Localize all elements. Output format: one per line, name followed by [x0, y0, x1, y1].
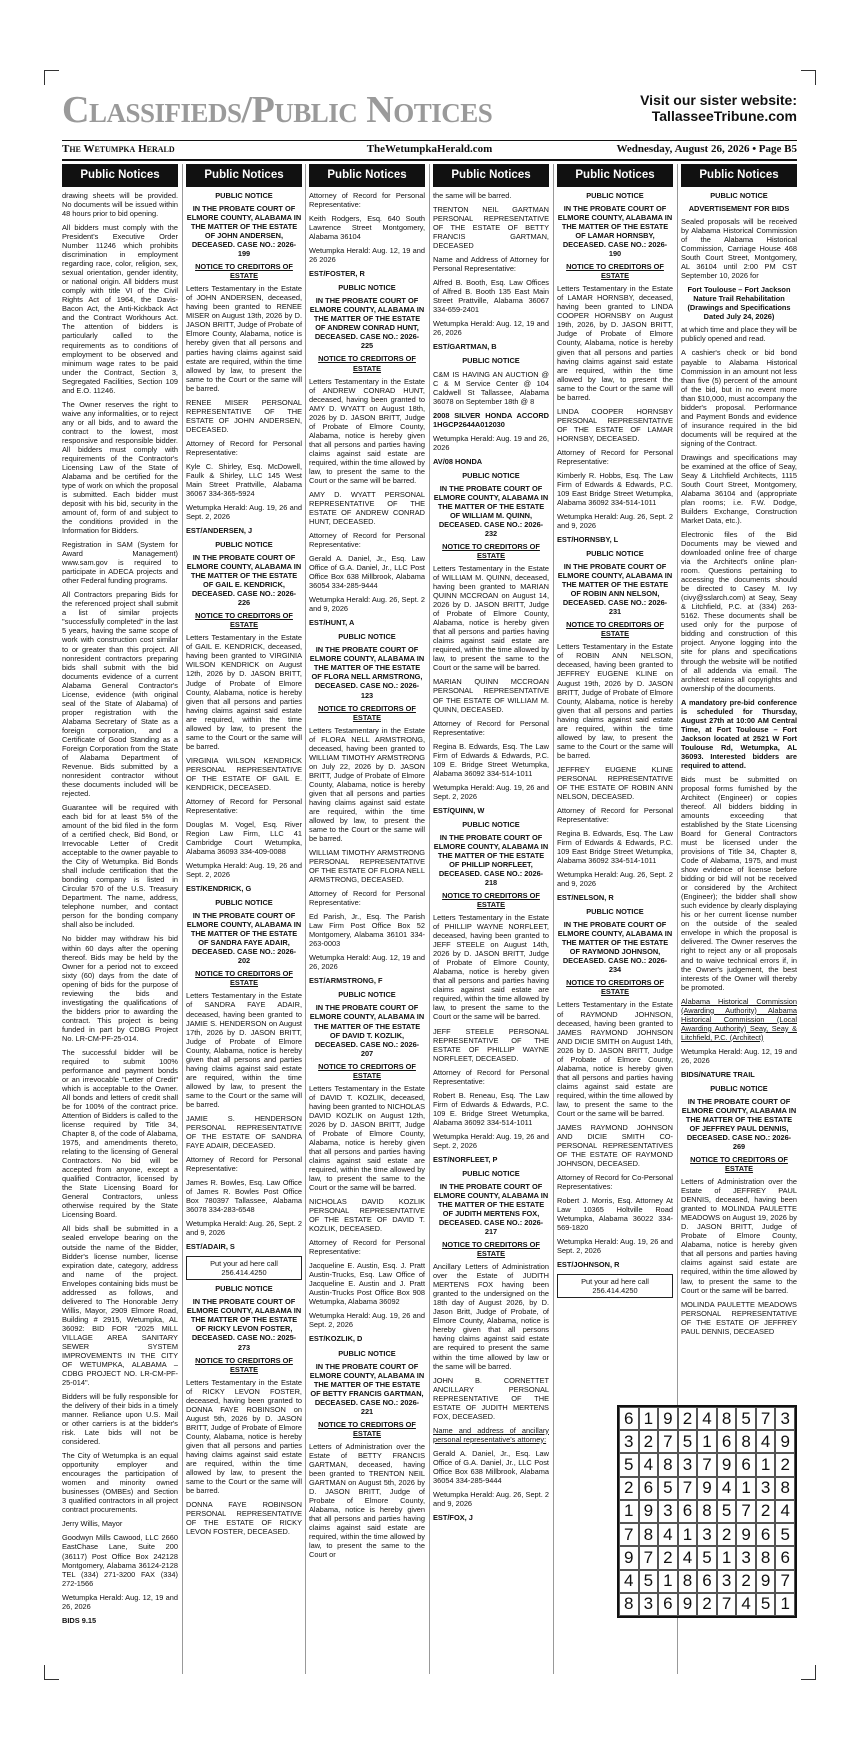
sudoku-cell: 4 — [697, 1407, 717, 1430]
representative: AMY D. WYATT PERSONAL REPRESENTATIVE OF THE ESTATE OF ANDREW CONRAD HUNT, DECEASED. — [309, 489, 425, 527]
notice-text: The successful bidder will be required to submit 100% performance and payment bonds or an irrevocable "Letter of Credit" which is acceptable to the Owner. All bonds and letters of credit shall be for 100% of the contract price. Attention of Bidders is called to the license required by Title 34, Chapter 8, of the code of Alabama, 1975, and amendments thereto, relating to the licensing of General Contractors. No bid will be accepted from anyone, except a qualified Contractor, licensed by the State Licensing Board for General Contractors, unless otherwise required by the State Licensing Board. — [62, 1047, 178, 1220]
publication-dates: Wetumpka Herald: Aug. 12, 19 and 26, 2026 — [62, 1592, 178, 1611]
sudoku-cell: 2 — [717, 1523, 737, 1546]
sudoku-cell: 3 — [619, 1430, 639, 1453]
notice-text: Letters Testamentary in the Estate of DAVID T. KOZLIK, deceased, having been granted to NICHOLAS DAVID KOZLIK on August 12th, 2026 by D. JASON BRITT, Judge of Probate of Elmore County, Alabama, notice is hereby given that all persons and parties having claims against said estate are required, within the time allowed by law, to present the same to the Court or the same will be barred. — [309, 1083, 425, 1193]
attorney-label: Attorney of Record for Personal Representative: — [309, 531, 425, 550]
notice-code: EST/FOX, J — [433, 1512, 473, 1522]
sudoku-cell: 5 — [717, 1500, 737, 1523]
sudoku-cell: 9 — [717, 1453, 737, 1476]
sudoku-cell: 9 — [697, 1477, 717, 1500]
notice-subheading: NOTICE TO CREDITORS OF ESTATE — [195, 262, 293, 281]
court-heading: IN THE PROBATE COURT OF ELMORE COUNTY, ALABAMA IN THE MATTER OF THE ESTATE OF PHILLIP NORFLEET, DECEASED. CASE NO.: 2026-218 — [433, 832, 549, 888]
notice-subheading: NOTICE TO CREDITORS OF ESTATE — [566, 978, 664, 997]
representative: JOHN B. CORNETTET ANCILLARY PERSONAL REPRESENTATIVE OF THE ESTATE OF JUDITH MERTENS FOX, DECEASED. — [433, 1375, 549, 1421]
publication-dates: Wetumpka Herald: Aug. 12, 19 and 26 2026 — [309, 246, 425, 265]
publication-dates: Wetumpka Herald: Aug. 19, 26 and Sept. 2, 2026 — [186, 861, 302, 880]
attorney-label: Name and Address of Attorney for Personal Representative: — [433, 255, 549, 274]
court-heading: IN THE PROBATE COURT OF ELMORE COUNTY, ALABAMA IN THE MATTER OF THE ESTATE OF ANDREW CONRAD HUNT, DECEASED. CASE NO.: 2026-225 — [309, 296, 425, 351]
notice-subheading: NOTICE TO CREDITORS OF ESTATE — [318, 354, 416, 373]
notice-text: the same will be barred. — [433, 191, 512, 201]
sudoku-cell: 8 — [639, 1523, 659, 1546]
court-heading: IN THE PROBATE COURT OF ELMORE COUNTY, ALABAMA IN THE MATTER OF THE ESTATE OF LAMAR HORNSBY, DECEASED. CASE NO.: 2026-190 — [557, 204, 673, 259]
sister-site-promo — [640, 92, 797, 124]
sudoku-cell: 6 — [756, 1523, 776, 1546]
prebid-conference: A mandatory pre-bid conference is scheduled for Thursday, August 27th at 10:00 AM Central Time, at Fort Toulouse – Fort Jackson located at 2521 W Fort Toulouse Rd, Wetumpka, AL 36093. Interested bidders are required to attend. — [681, 697, 797, 770]
column-divider — [429, 164, 430, 1674]
folio-bar — [62, 140, 797, 161]
notice-code: EST/NORFLEET, P — [433, 1154, 498, 1164]
attorney-info: Gerald A. Daniel, Jr., Esq. Law Office of G.A. Daniel, Jr., LLC Post Office Box 638 Millbrook, Alabama 36054 334-285-9444 — [433, 1448, 549, 1485]
sudoku-cell: 7 — [756, 1407, 776, 1430]
sudoku-cell: 3 — [658, 1500, 678, 1523]
sudoku-cell: 5 — [775, 1523, 795, 1546]
attorney-info: Robert B. Reneau, Esq. The Law Firm of Edwards & Edwards, P.C. 109 E. Bridge Street Wetumpka, Alabama 36092 334-514-1011 — [433, 1090, 549, 1127]
notice-heading: PUBLIC NOTICE — [215, 540, 273, 550]
sudoku-cell: 3 — [697, 1523, 717, 1546]
notice-text: Letters Testamentary in the Estate of GAIL E. KENDRICK, deceased, having been granted to VIRGINIA WILSON KENDRICK on August 12th, 2026 by D. JASON BRITT, Judge of Probate of Elmore County, Alabama, notice is hereby given that all persons and parties having claims against said estate are required, within the time allowed by law, to present the same to the Court or the same will be barred. — [186, 633, 302, 751]
publication-dates: Wetumpka Herald: Aug. 26, Sept. 2 and 9, 2026 — [557, 512, 673, 531]
sudoku-cell: 6 — [697, 1570, 717, 1593]
sudoku-cell: 9 — [775, 1430, 795, 1453]
sudoku-cell: 6 — [658, 1593, 678, 1616]
notice-code: EST/FOSTER, R — [309, 269, 365, 279]
masthead — [62, 88, 797, 144]
engineer-contact: Goodwyn Mills Cawood, LLC 2660 EastChase Lane, Suite 200 (36117) Post Office Box 242128 Montgomery, Alabama 36124-2128 TEL (334) 271-3200 FAX (334) 272-1566 — [62, 1533, 178, 1588]
notice-subheading: NOTICE TO CREDITORS OF ESTATE — [566, 620, 664, 639]
attorney-info: James R. Bowles, Esq. Law Office of James R. Bowles Post Office Box 780397 Tallassee, Alabama 36078 334-283-6548 — [186, 1178, 302, 1215]
attorney-info: Ed Parish, Jr., Esq. The Parish Law Firm Post Office Box 52 Montgomery, Alabama 36101 334-263-0003 — [309, 912, 425, 949]
sudoku-cell: 5 — [736, 1407, 756, 1430]
court-heading: IN THE PROBATE COURT OF ELMORE COUNTY, ALABAMA IN THE MATTER OF THE ESTATE OF RICKY LEVON FOSTER, DECEASED. CASE NO.: 2025-273 — [186, 1297, 302, 1352]
notice-heading: PUBLIC NOTICE — [215, 1284, 273, 1294]
representative: VIRGINIA WILSON KENDRICK PERSONAL REPRESENTATIVE OF THE ESTATE OF GAIL E. KENDRICK, DECEASED. — [186, 755, 302, 792]
notice-subheading: NOTICE TO CREDITORS OF ESTATE — [566, 262, 664, 281]
crop-mark-top-left — [44, 70, 59, 85]
sudoku-cell: 3 — [717, 1570, 737, 1593]
notice-heading: PUBLIC NOTICE — [462, 470, 520, 480]
column-header: Public Notices — [433, 164, 549, 187]
attorney-label: Name and address of ancillary personal representative's attorney: — [433, 1425, 549, 1444]
sudoku-cell: 1 — [775, 1593, 795, 1616]
notice-text: Letters Testamentary in the Estate of RICKY LEVON FOSTER, deceased, having been granted to DONNA FAYE ROBINSON on August 5th, 2026 by D. JASON BRITT, Judge of Probate of Elmore County, Alabama, notice is hereby given that all persons and parties having claims against said estate are required, within the time allowed by law, to present the same to the Court or the same will be barred. — [186, 1377, 302, 1495]
publication-dates: Wetumpka Herald: Aug. 19, 26 and Sept. 2, 2026 — [186, 502, 302, 522]
publication-dates: Wetumpka Herald: Aug. 26, Sept. 2 and 9, 2026 — [433, 1489, 549, 1508]
sudoku-cell: 4 — [756, 1430, 776, 1453]
sudoku-cell: 6 — [717, 1430, 737, 1453]
section-title: Classifieds/Public Notices — [62, 89, 493, 131]
notice-heading: PUBLIC NOTICE — [710, 191, 768, 201]
notice-code: EST/HORNSBY, L — [557, 535, 619, 545]
attorney-info: Keith Rodgers, Esq. 640 South Lawrence Street Montgomery, Alabama 36104 — [309, 214, 425, 242]
attorney-label: Attorney of Record for Personal Representative: — [309, 191, 425, 210]
notice-heading: PUBLIC NOTICE — [462, 819, 520, 829]
attorney-label: Attorney of Record for Personal Representative: — [309, 889, 425, 908]
crop-mark-top-right — [801, 70, 816, 85]
sudoku-cell: 5 — [658, 1477, 678, 1500]
sudoku-cell: 2 — [756, 1500, 776, 1523]
representative: NICHOLAS DAVID KOZLIK PERSONAL REPRESENTATIVE OF THE ESTATE OF DAVID T. KOZLIK, DECEASED. — [309, 1197, 425, 1234]
sudoku-cell: 2 — [658, 1546, 678, 1569]
sudoku-cell: 2 — [736, 1570, 756, 1593]
ad-placeholder-box: Put your ad here call 256.414.4250 — [186, 1256, 302, 1280]
authority-list: Alabama Historical Commission (Awarding Authority) Alabama Historical Commission (Local Awarding Authority) Seay, Seay & Litchfield, P.C. (Architect) — [681, 996, 797, 1042]
court-heading: IN THE PROBATE COURT OF ELMORE COUNTY, ALABAMA IN THE MATTER OF THE ESTATE OF FLORA NELL ARMSTRONG, DECEASED. CASE NO.: 2026-123 — [309, 645, 425, 700]
sudoku-cell: 5 — [619, 1453, 639, 1476]
attorney-label: Attorney of Record for Personal Representative: — [433, 718, 549, 737]
sudoku-cell: 1 — [717, 1546, 737, 1569]
publication-dates: Wetumpka Herald: Aug. 12, 19 and 26, 2026 — [681, 1046, 797, 1065]
project-title: Fort Toulouse – Fort Jackson Nature Trail Rehabilitation (Drawings and Specifications Dated July 24, 2026) — [687, 285, 791, 322]
notice-text: No bidder may withdraw his bid within 60 days after the opening thereof. Bids may be held by the Owner for a period not to exceed sixty (60) days from the date of opening of bids for the purpose of reviewing the bids and investigating the qualifications of the bidders prior to awarding the contract. This project is being funded in part by CDBG Project No. LR-CM-PF-25-014. — [62, 934, 178, 1043]
sudoku-cell: 4 — [619, 1570, 639, 1593]
notice-subheading: NOTICE TO CREDITORS OF ESTATE — [442, 891, 540, 910]
publication-dates: Wetumpka Herald: Aug. 26, Sept. 2 and 9, 2026 — [557, 870, 673, 889]
sudoku-cell: 6 — [678, 1500, 698, 1523]
attorney-info: Regina B. Edwards, Esq. The Law Firm of Edwards & Edwards, P.C. 109 East Bridge Street Wetumpka, Alabama 36092 334-514-1011 — [557, 828, 673, 866]
sudoku-cell: 8 — [619, 1593, 639, 1616]
sudoku-cell: 9 — [736, 1523, 756, 1546]
notice-code: BIDS/NATURE TRAIL — [681, 1069, 755, 1079]
column-divider — [553, 164, 554, 1674]
column-header: Public Notices — [681, 164, 797, 187]
sudoku-cell: 1 — [678, 1523, 698, 1546]
sudoku-cell: 1 — [639, 1407, 659, 1430]
date-page: Wednesday, August 26, 2026 • Page B5 — [616, 143, 797, 155]
notice-text: Letters Testamentary in the Estate of SANDRA FAYE ADAIR, deceased, having been granted to JAMIE S. HENDERSON on August 17th, 2026 by D. JASON BRITT, Judge of Probate of Elmore County, Alabama, notice is hereby given that all persons and parties having claims against said estate are required, within the time allowed by law, to present the same to the Court or the same will be barred. — [186, 991, 302, 1109]
notice-subheading: NOTICE TO CREDITORS OF ESTATE — [318, 1419, 416, 1438]
notice-text: C&M IS HAVING AN AUCTION @ C & M Service Center @ 104 Caldwell St Tallassee, Alabama 36078 on September 18th @ 8 — [433, 369, 549, 406]
notice-text: Drawings and specifications may be examined at the office of Seay, Seay & Litchfield Architects, 1115 South Court Street, Montgomery, Alabama 36104 and (appropriate plan rooms; i.e. F.W. Dodge, Builders Exchange, Construction Market Data, etc.). — [681, 452, 797, 526]
sudoku-cell: 6 — [619, 1407, 639, 1430]
sudoku-cell: 2 — [639, 1430, 659, 1453]
publication-dates: Wetumpka Herald: Aug. 19, 26 and Sept. 2, 2026 — [309, 1311, 425, 1330]
sudoku-cell: 3 — [736, 1546, 756, 1569]
court-heading: IN THE PROBATE COURT OF ELMORE COUNTY, ALABAMA IN THE MATTER OF THE ESTATE OF JEFFREY PAUL DENNIS, DECEASED. CASE NO.: 2026-269 — [681, 1096, 797, 1152]
notice-code: EST/KOZLIK, D — [309, 1334, 363, 1344]
court-heading: IN THE PROBATE COURT OF ELMORE COUNTY, ALABAMA IN THE MATTER OF THE ESTATE OF JOHN ANDERSEN, DECEASED. CASE NO.: 2026-199 — [186, 204, 302, 259]
notice-code: EST/JOHNSON, R — [557, 1260, 620, 1270]
column-header: Public Notices — [309, 164, 425, 187]
representative: MOLINDA PAULETTE MEADOWS PERSONAL REPRESENTATIVE OF THE ESTATE OF JEFFREY PAUL DENNIS, DECEASED — [681, 1299, 797, 1336]
sudoku-cell: 8 — [736, 1430, 756, 1453]
notice-text: at which time and place they will be publicly opened and read. — [681, 325, 797, 344]
notice-heading: PUBLIC NOTICE — [586, 549, 644, 559]
court-heading: IN THE PROBATE COURT OF ELMORE COUNTY, ALABAMA IN THE MATTER OF THE ESTATE OF DAVID T. KOZLIK, DECEASED. CASE NO.: 2026-207 — [309, 1003, 425, 1058]
sudoku-cell: 5 — [697, 1546, 717, 1569]
representative: JEFFREY EUGENE KLINE PERSONAL REPRESENTATIVE OF THE ESTATE OF ROBIN ANN NELSON, DECEASED. — [557, 764, 673, 801]
ad-placeholder-box: Put your ad here call 256.414.4250 — [557, 1274, 673, 1298]
sudoku-cell: 5 — [678, 1430, 698, 1453]
sudoku-cell: 3 — [756, 1477, 776, 1500]
column-header: Public Notices — [62, 164, 178, 187]
publication-dates: Wetumpka Herald: Aug. 19, 26 and Sept. 2, 2026 — [557, 1237, 673, 1256]
representative: JAMIE S. HENDERSON PERSONAL REPRESENTATIVE OF THE ESTATE OF SANDRA FAYE ADAIR, DECEASED. — [186, 1113, 302, 1150]
notice-text: Letters Testamentary in the Estate of FLORA NELL ARMSTRONG, deceased, having been granted to WILLIAM TIMOTHY ARMSTRONG on July 22, 2026 by D. JASON BRITT, Judge of Probate of Elmore County, Alabama, notice is hereby given that all persons and parties having claims against said estate are required, within the time allowed by law, to present the same to the Court or the same will be barred. — [309, 725, 425, 843]
court-heading: IN THE PROBATE COURT OF ELMORE COUNTY, ALABAMA IN THE MATTER OF THE ESTATE OF JUDITH MERTENS FOX, DECEASED. CASE NO.: 2026-217 — [433, 1181, 549, 1237]
attorney-label: Attorney of Record for Personal Representative: — [557, 447, 673, 466]
sudoku-cell: 5 — [756, 1593, 776, 1616]
notice-text: Bidders will be fully responsible for the delivery of their bids in a timely manner. Reliance upon U.S. Mail or other carriers is at the bidder's risk. Late bids will not be considered. — [62, 1392, 178, 1447]
notice-text: Sealed proposals will be received by Alabama Historical Commission of the Alabama Historical Commission, Carriage House 468 South Court Street, Montgomery, AL 36104 until 2:00 PM CST September 10, 2026 for — [681, 217, 797, 281]
sudoku-cell: 4 — [658, 1523, 678, 1546]
notice-heading: PUBLIC NOTICE — [215, 191, 273, 201]
notice-heading: PUBLIC NOTICE — [586, 907, 644, 917]
notice-subheading: NOTICE TO CREDITORS OF ESTATE — [442, 542, 540, 561]
representative: MARIAN QUINN MCCROAN PERSONAL REPRESENTATIVE OF THE ESTATE OF WILLIAM M. QUINN, DECEASED. — [433, 677, 549, 714]
paper-name: The Wetumpka Herald — [62, 143, 175, 155]
column-divider — [182, 164, 183, 1674]
court-heading: IN THE PROBATE COURT OF ELMORE COUNTY, ALABAMA IN THE MATTER OF THE ESTATE OF BETTY FRANCIS GARTMAN, DECEASED. CASE NO.: 2026-221 — [309, 1361, 425, 1416]
representative: RENEE MISER PERSONAL REPRESENTATIVE OF THE ESTATE OF JOHN ANDERSEN, DECEASED. — [186, 397, 302, 434]
sudoku-cell: 8 — [775, 1477, 795, 1500]
notice-subheading: NOTICE TO CREDITORS OF ESTATE — [442, 1240, 540, 1259]
sudoku-cell: 9 — [678, 1593, 698, 1616]
publication-dates: Wetumpka Herald: Aug. 26, Sept. 2 and 9, 2026 — [309, 595, 425, 614]
column-4 — [433, 164, 549, 1674]
notice-text: The Owner reserves the right to waive any informalities, or to reject any or all bids, and to award the contract to the lowest, most responsive and responsible bidder. All bidders must comply with requirements of the Contractor's Licensing Law of the State of Alabama and be certified for the type of work on which the proposal is submitted. Each bidder must deposit with his bid, security in the amount of, form of and subject to the conditions provided in the Information for Bidders. — [62, 399, 178, 536]
notice-code: EST/GARTMAN, B — [433, 342, 497, 352]
notice-code: EST/KENDRICK, G — [186, 884, 252, 894]
sister-site-link[interactable]: TallasseeTribune.com — [651, 108, 797, 124]
sudoku-cell: 6 — [736, 1453, 756, 1476]
sudoku-cell: 4 — [639, 1453, 659, 1476]
sudoku-cell: 7 — [717, 1593, 737, 1616]
sudoku-cell: 9 — [619, 1546, 639, 1569]
notice-text: All bids shall be submitted in a sealed envelope bearing on the outside the name of the Bidder, Bidder's license number, license expiration date, category, address and name of the project. Envelopes containing bids must be addressed as follows, and delivered to The Honorable Jerry Willis, Mayor, 2909 Elmore Road, Building # 2915, Wetumpka, AL 36092: BID FOR "2025 MILL VILLAGE AREA SANITARY SEWER SYSTEM IMPROVEMENTS IN THE CITY OF WETUMPKA, ALABAMA – CDBG PROJECT NO. LR-CM-PF-25-014". — [62, 1224, 178, 1387]
sudoku-cell: 2 — [697, 1593, 717, 1616]
sudoku-cell: 8 — [697, 1500, 717, 1523]
sudoku-cell: 5 — [639, 1570, 659, 1593]
paper-website[interactable]: TheWetumpkaHerald.com — [366, 143, 493, 155]
notice-text: Letters Testamentary in the Estate of JOHN ANDERSEN, deceased, having been granted to RENEE MISER on August 13th, 2026 by D. JASON BRITT, Judge of Probate of Elmore County, Alabama, notice is hereby given that all persons and parties having claims against said estate are required, within the time allowed by law, to present the same to the Court or the same will be barred. — [186, 284, 302, 393]
bid-heading: ADVERTISEMENT FOR BIDS — [688, 204, 790, 214]
representative: JEFF STEELE PERSONAL REPRESENTATIVE OF THE ESTATE OF PHILLIP WAYNE NORFLEET, DECEASED. — [433, 1026, 549, 1063]
notice-text: Ancillary Letters of Administration over the Estate of JUDITH MERTENS FOX having been granted to the undersigned on the 18th day of August 2026, by D. Jason Britt, Judge of Probate, of Elmore County, Alabama, notice is hereby given that all persons having claims against said estate are required to present the same within the time allowed by law or the same will be barred. — [433, 1262, 549, 1371]
sudoku-cell: 3 — [639, 1593, 659, 1616]
sudoku-cell: 4 — [775, 1500, 795, 1523]
attorney-info: Douglas M. Vogel, Esq. River Region Law Firm, LLC 41 Cambridge Court Wetumpka, Alabama 36093 334-409-0088 — [186, 819, 302, 857]
sudoku-cell: 1 — [697, 1430, 717, 1453]
sudoku-puzzle — [617, 1405, 797, 1618]
notice-text: The City of Wetumpka is an equal opportunity employer and encourages the participation of women and minority owned businesses (OMBEs) and Section 3 qualified contractors in all project contract procurements. — [62, 1451, 178, 1515]
notice-text: Letters of Administration over the Estate of BETTY FRANCIS GARTMAN, deceased, having been granted to TRENTON NEIL GARTMAN on August 5th, 2026 by D. JASON BRITT, Judge of Probate of Elmore County, Alabama, notice is hereby given that all persons and parties having claims against said estate are required, within the time allowed by law, to present the same to the Court or — [309, 1441, 425, 1560]
attorney-label: Attorney of Record for Personal Representative: — [309, 1238, 425, 1257]
vehicle-info: 2008 SILVER HONDA ACCORD 1HGCP2644A012030 — [433, 410, 549, 429]
publication-dates: Wetumpka Herald: Aug. 12, 19 and 26, 2026 — [309, 953, 425, 972]
notice-text: Registration in SAM (System for Award Management) www.sam.gov is required to participate in ADECA projects and other Federal funding programs. — [62, 540, 178, 586]
notice-subheading: NOTICE TO CREDITORS OF ESTATE — [690, 1155, 788, 1174]
publication-dates: Wetumpka Herald: Aug. 26, Sept. 2 and 9, 2026 — [186, 1219, 302, 1238]
sudoku-cell: 9 — [658, 1407, 678, 1430]
notice-subheading: NOTICE TO CREDITORS OF ESTATE — [195, 1355, 293, 1374]
notice-text: Letters Testamentary in the Estate of ANDREW CONRAD HUNT, deceased, having been granted to AMY D. WYATT on August 18th, 2026 by D. JASON BRITT, Judge of Probate of Elmore County, Alabama, notice is hereby given that all persons and parties having claims against said estate are required, within the time allowed by law, to present the same to the Court or the same will be barred. — [309, 376, 425, 485]
sudoku-cell: 7 — [619, 1523, 639, 1546]
attorney-info: Jacqueline E. Austin, Esq. J. Pratt Austin-Trucks, Esq. Law Office of Jacqueline E. Austin and J. Pratt Austin-Trucks Post Office Box 908 Wetumpka, Alabama 36092 — [309, 1261, 425, 1307]
notice-code: AV/08 HONDA — [433, 456, 483, 466]
court-heading: IN THE PROBATE COURT OF ELMORE COUNTY, ALABAMA IN THE MATTER OF THE ESTATE OF SANDRA FAYE ADAIR, DECEASED. CASE NO.: 2026-202 — [186, 911, 302, 966]
column-1 — [62, 164, 178, 1674]
sudoku-cell: 8 — [678, 1570, 698, 1593]
sudoku-cell: 6 — [775, 1546, 795, 1569]
crop-mark-bottom-left — [44, 1665, 59, 1680]
sudoku-cell: 8 — [717, 1407, 737, 1430]
representative: LINDA COOPER HORNSBY PERSONAL REPRESENTATIVE OF THE ESTATE OF LAMAR HORNSBY, DECEASED. — [557, 406, 673, 443]
publication-dates: Wetumpka Herald: Aug. 19, 26 and Sept. 2, 2026 — [433, 1131, 549, 1150]
sudoku-cell: 4 — [678, 1546, 698, 1569]
attorney-label: Attorney of Record for Personal Representative: — [186, 796, 302, 815]
notice-code: EST/ADAIR, S — [186, 1242, 235, 1252]
notice-text: Guarantee will be required with each bid for at least 5% of the amount of the bid filed in the form of a certified check, Bid Bond, or Irrevocable Letter of Credit acceptable to the owner payable to the City of Wetumpka. Bid Bonds shall include certification that the bonding company is listed in Circular 570 of the U.S. Treasury Department. The name, address, telephone number, and contact person for the bonding company shall also be included. — [62, 803, 178, 930]
sudoku-cell: 9 — [639, 1500, 659, 1523]
attorney-label: Attorney of Record for Personal Representative: — [186, 438, 302, 457]
sudoku-cell: 1 — [756, 1453, 776, 1476]
notice-heading: PUBLIC NOTICE — [462, 1168, 520, 1178]
attorney-info: Kimberly R. Hobbs, Esq. The Law Firm of Edwards & Edwards, P.C. 109 East Bridge Street Wetumpka, Alabama 36092 334-514-1011 — [557, 470, 673, 507]
notice-text: Letters of Administration over the Estate of JEFFREY PAUL DENNIS, deceased, having been granted to MOLINDA PAULETTE MEADOWS on August 19, 2026 by D. JASON BRITT, Judge of Probate of Elmore County, Alabama, notice is hereby given that all persons and parties having claims against said estate are required, within the time allowed by law, to present the same to the Court or the same will be barred. — [681, 1177, 797, 1295]
sudoku-cell: 7 — [658, 1430, 678, 1453]
court-heading: IN THE PROBATE COURT OF ELMORE COUNTY, ALABAMA IN THE MATTER OF THE ESTATE OF GAIL E. KENDRICK, DECEASED. CASE NO.: 2026-226 — [186, 553, 302, 608]
court-heading: IN THE PROBATE COURT OF ELMORE COUNTY, ALABAMA IN THE MATTER OF THE ESTATE OF ROBIN ANN NELSON, DECEASED. CASE NO.: 2026-231 — [557, 562, 673, 617]
court-heading: IN THE PROBATE COURT OF ELMORE COUNTY, ALABAMA IN THE MATTER OF THE ESTATE OF WILLIAM M. QUINN, DECEASED. CASE NO.: 2026-232 — [433, 483, 549, 538]
signature-name: Jerry Willis, Mayor — [62, 1519, 123, 1529]
representative: DONNA FAYE ROBINSON PERSONAL REPRESENTATIVE OF THE ESTATE OF RICKY LEVON FOSTER, DECEASED. — [186, 1500, 302, 1537]
sudoku-cell: 9 — [756, 1570, 776, 1593]
notice-subheading: NOTICE TO CREDITORS OF ESTATE — [195, 969, 293, 988]
notice-text: A cashier's check or bid bond payable to Alabama Historical Commission in an amount not less than five (5) percent of the amount of the bid, but in no event more than $10,000, must accompany the bidder's proposal. Performance and Payment Bonds and evidence of insurance required in the bid documents will be required at the signing of the Contract. — [681, 348, 797, 448]
sudoku-cell: 1 — [658, 1570, 678, 1593]
attorney-info: Robert J. Morris, Esq. Attorney At Law 10365 Holtville Road Wetumpka, Alabama 36022 334-569-1820 — [557, 1196, 673, 1233]
notice-text: Letters Testamentary in the Estate of PHILLIP WAYNE NORFLEET, deceased, having been granted to JEFF STEELE on August 14th, 2026 by D. JASON BRITT, Judge of Probate of Elmore County, Alabama, notice is hereby given that all persons and parties having claims against said estate are required, within the time allowed by law, to present the same to the Court or the same will be barred. — [433, 913, 549, 1022]
notice-subheading: NOTICE TO CREDITORS OF ESTATE — [195, 611, 293, 630]
column-3 — [309, 164, 425, 1674]
notice-text: Bids must be submitted on proposal forms furnished by the Architect (Engineer) or copies thereof. All bidders bidding in amounts exceeding that established by the State Licensing Board for General Contractors must be licensed under the provisions of Title 34, Chapter 8, Code of Alabama, 1975, and must show evidence of license before bidding or bid will not be received or considered by the Architect (Engineer); the bidder shall show such evidence by clearly displaying his or her current license number on the outside of the sealed envelope in which the proposal is delivered. The Owner reserves the right to reject any or all proposals and to waive technical errors if, in the Owner's judgement, the best interests of the Owner will thereby be promoted. — [681, 774, 797, 992]
notice-code: EST/HUNT, A — [309, 618, 355, 628]
notice-heading: PUBLIC NOTICE — [462, 356, 520, 366]
sudoku-cell: 7 — [639, 1546, 659, 1569]
sudoku-cell: 1 — [736, 1477, 756, 1500]
sudoku-cell: 2 — [678, 1407, 698, 1430]
sister-site-label: Visit our sister website: — [640, 92, 797, 108]
column-2 — [186, 164, 302, 1674]
crop-mark-bottom-right — [801, 1665, 816, 1680]
sudoku-cell: 7 — [678, 1477, 698, 1500]
notice-heading: PUBLIC NOTICE — [338, 1348, 396, 1358]
sudoku-cell: 3 — [775, 1407, 795, 1430]
attorney-info: Kyle C. Shirley, Esq. McDowell, Faulk & Shirley, LLC 145 West Main Street Prattville, Alabama 36067 334-365-5924 — [186, 461, 302, 498]
notice-code: EST/QUINN, W — [433, 805, 485, 815]
attorney-label: Attorney of Record for Personal Representative: — [557, 805, 673, 824]
attorney-info: Regina B. Edwards, Esq. The Law Firm of Edwards & Edwards, P.C. 109 E. Bridge Street Wetumpka, Alabama 36092 334-514-1011 — [433, 741, 549, 778]
notice-text: Letters Testamentary in the Estate of RAYMOND JOHNSON, deceased, having been granted to JAMES RAYMOND JOHNSON AND DICIE SMITH on August 14th, 2026 by D. JASON BRITT, Judge of Probate of Elmore County, Alabama, notice is hereby given that all persons and parties having claims against said estate are required, within the time allowed by law, to present the same to the Court or the same will be barred. — [557, 1000, 673, 1118]
sudoku-cell: 4 — [717, 1477, 737, 1500]
column-header: Public Notices — [557, 164, 673, 187]
column-header: Public Notices — [186, 164, 302, 187]
notice-heading: PUBLIC NOTICE — [586, 191, 644, 201]
attorney-label: Attorney of Record for Personal Representative: — [186, 1154, 302, 1174]
notice-text: drawing sheets will be provided. No documents will be issued within 48 hours prior to bid opening. — [62, 191, 178, 219]
notice-heading: PUBLIC NOTICE — [338, 283, 396, 293]
notice-heading: PUBLIC NOTICE — [338, 632, 396, 642]
notice-subheading: NOTICE TO CREDITORS OF ESTATE — [318, 703, 416, 722]
notice-text: Letters Testamentary in the Estate of WILLIAM M. QUINN, deceased, having been granted to MARIAN QUINN MCCROAN on August 14, 2026 by D. JASON BRITT, Judge of Probate of Elmore County, Alabama, notice is hereby given that all persons and parties having claims against said estate are required, within the time allowed by law, to present the same to the Court or the same will be barred. — [433, 564, 549, 673]
sudoku-cell: 7 — [775, 1570, 795, 1593]
notice-code: EST/ANDERSEN, J — [186, 526, 253, 536]
sudoku-cell: 2 — [619, 1477, 639, 1500]
notice-heading: PUBLIC NOTICE — [338, 990, 396, 1000]
representative: WILLIAM TIMOTHY ARMSTRONG PERSONAL REPRESENTATIVE OF THE ESTATE OF FLORA NELL ARMSTRONG, DECEASED. — [309, 848, 425, 885]
attorney-info: Gerald A. Daniel, Jr., Esq. Law Office of G.A. Daniel, Jr., LLC Post Office Box 638 Millbrook, Alabama 36054 334-285-9444 — [309, 554, 425, 591]
notice-heading: PUBLIC NOTICE — [215, 898, 273, 908]
publication-dates: Wetumpka Herald: Aug. 19, 26 and Sept. 2, 2026 — [433, 782, 549, 801]
notice-code: EST/NELSON, R — [557, 893, 614, 903]
notice-text: All Contractors preparing Bids for the referenced project shall submit a list of similar projects "successfully completed" in the last 5 years, having the same scope of work with construction cost similar to or greater than this project. All nonresident contractors preparing bids shall submit with the bid documents evidence of a current Alabama General Contractor's License, evidence (with original seal of the State of Alabama) of proper registration with the Alabama Secretary of State as a foreign corporation, and a Certificate of Good Standing as a Foreign Corporation from the State of Alabama Department of Revenue. Bids submitted by a nonresident contractor without these documents included will be rejected. — [62, 590, 178, 799]
notice-subheading: NOTICE TO CREDITORS OF ESTATE — [318, 1061, 416, 1080]
sudoku-cell: 3 — [678, 1453, 698, 1476]
sudoku-cell: 7 — [736, 1500, 756, 1523]
sudoku-cell: 8 — [658, 1453, 678, 1476]
attorney-info: Alfred B. Booth, Esq. Law Offices of Alfred B. Booth 135 East Main Street Prattville, Alabama 36067 334-659-2401 — [433, 278, 549, 315]
publication-dates: Wetumpka Herald: Aug. 12, 19 and 26, 2026 — [433, 319, 549, 338]
sudoku-cell: 1 — [619, 1500, 639, 1523]
sudoku-cell: 7 — [697, 1453, 717, 1476]
attorney-label: Attorney of Record for Personal Representative: — [433, 1067, 549, 1086]
publication-dates: Wetumpka Herald: Aug. 19 and 26, 2026 — [433, 433, 549, 452]
sudoku-cell: 2 — [775, 1453, 795, 1476]
notice-code: BIDS 9.15 — [62, 1615, 97, 1625]
column-divider — [305, 164, 306, 1674]
attorney-label: Attorney of Record for Co-Personal Representatives: — [557, 1173, 673, 1192]
notice-text: Electronic files of the Bid Documents may be viewed and downloaded online free of charge via the Architect's online plan-room. Questions pertaining to accessing the documents should be directed to Casey M. Ivy (civy@sslarch.com) at Seay, Seay & Litchfield, P.C. at (334) 263-5162. These documents shall be used only for the purpose of bidding and construction of this project. Anyone logging into the site for plans and specifications through the website will be notified of all addenda via email. The architect retains all copyrights and ownership of the documents. — [681, 530, 797, 693]
notice-heading: PUBLIC NOTICE — [710, 1083, 768, 1093]
representative: TRENTON NEIL GARTMAN PERSONAL REPRESENTATIVE OF THE ESTATE OF BETTY FRANCIS GARTMAN, DECEASED — [433, 205, 549, 251]
court-heading: IN THE PROBATE COURT OF ELMORE COUNTY, ALABAMA IN THE MATTER OF THE ESTATE OF RAYMOND JOHNSON, DECEASED. CASE NO.: 2026-234 — [557, 920, 673, 975]
sudoku-cell: 6 — [639, 1477, 659, 1500]
notice-code: EST/ARMSTRONG, F — [309, 976, 383, 986]
notice-text: All bidders must comply with the President's Executive Order Number 11246 which prohibits discrimination in employment regarding race, color, religion, sex, sexual orientation, gender identity, or national origin. All bidders must comply with title VI of the Civil Rights Act of 1964, the Davis-Bacon Act, the Anti-Kickback Act and the Contract Workhours Act. The attention of bidders is particularly called to the requirements as to conditions of employment to be observed and minimum wage rates to be paid under the Contract, Section 3, Segregated Facilities, Section 109 and E.O. 11246. — [62, 223, 178, 395]
notice-text: Letters Testamentary in the Estate of LAMAR HORNSBY, deceased, having been granted to LINDA COOPER HORNSBY on August 19th, 2026, by D. JASON BRITT, Judge of Probate of Elmore County, Alabama, notice is hereby given that all persons and parties having claims against said estate are required, within the time allowed by law, to present the same to the Court or the same will be barred. — [557, 284, 673, 402]
notice-text: Letters Testamentary in the Estate of ROBIN ANN NELSON, deceased, having been granted to JEFFREY EUGENE KLINE on August 19th, 2026 by D. JASON BRITT, Judge of Probate of Elmore County, Alabama, notice is hereby given that all persons and parties having claims against said estate are required, within the time allowed by law, to present the same to the Court or the same will be barred. — [557, 642, 673, 760]
sudoku-cell: 4 — [736, 1593, 756, 1616]
representative: JAMES RAYMOND JOHNSON AND DICIE SMITH CO-PERSONAL REPRESENTATIVES OF THE ESTATE OF RAYMOND JOHNSON, DECEASED. — [557, 1122, 673, 1169]
sudoku-cell: 8 — [756, 1546, 776, 1569]
